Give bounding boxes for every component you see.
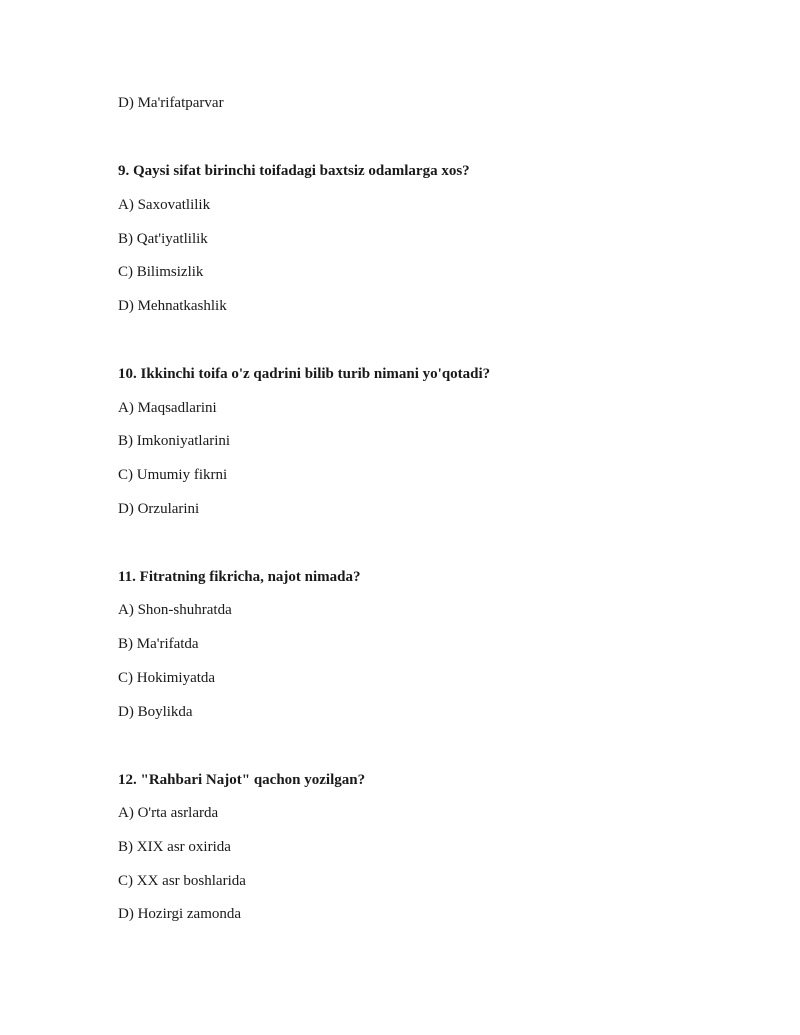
option-9-b: B) Qat'iyatlilik	[118, 231, 208, 247]
question-11: 11. Fitratning fikricha, najot nimada?	[118, 569, 361, 585]
option-11-d: D) Boylikda	[118, 704, 193, 720]
option-10-d: D) Orzularini	[118, 501, 200, 517]
option-12-d: D) Hozirgi zamonda	[118, 906, 242, 922]
option-11-c: C) Hokimiyatda	[118, 670, 216, 686]
option-12-b: B) XIX asr oxirida	[118, 839, 231, 855]
option-12-a: A) O'rta asrlarda	[118, 805, 219, 821]
option-9-c: C) Bilimsizlik	[118, 264, 204, 280]
option-11-a: A) Shon-shuhratda	[118, 602, 232, 618]
option-10-b: B) Imkoniyatlarini	[118, 433, 231, 449]
option-10-a: A) Maqsadlarini	[118, 400, 217, 416]
option-11-b: B) Ma'rifatda	[118, 636, 199, 652]
option-12-c: C) XX asr boshlarida	[118, 873, 246, 889]
option-10-c: C) Umumiy fikrni	[118, 467, 228, 483]
option-9-d: D) Mehnatkashlik	[118, 298, 227, 314]
question-12: 12. "Rahbari Najot" qachon yozilgan?	[118, 772, 366, 788]
question-9: 9. Qaysi sifat birinchi toifadagi baxtsiz odamlarga xos?	[118, 163, 470, 179]
question-10: 10. Ikkinchi toifa o'z qadrini bilib turib nimani yo'qotadi?	[118, 366, 491, 382]
option-9-a: A) Saxovatlilik	[118, 197, 211, 213]
option-8-d: D) Ma'rifatparvar	[118, 95, 224, 111]
